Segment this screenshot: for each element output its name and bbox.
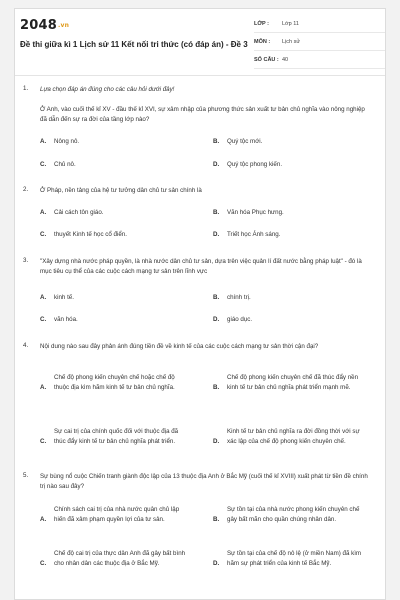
option-letter: B. bbox=[213, 516, 220, 523]
meta-row-grade bbox=[254, 15, 385, 33]
exam-header bbox=[15, 9, 385, 76]
meta-value: Lịch sử bbox=[282, 38, 301, 45]
question-stem: "Xây dựng nhà nước pháp quyền, là nhà nước dân chủ tư sản, dựa trên việc quản lí đất nước bằng pháp luật" - đó là mục tiêu cụ thể của các cuộc cách mạng tư sản trên lĩnh vực bbox=[40, 258, 362, 275]
meta-value: 40 bbox=[282, 56, 289, 63]
question-stem: Ở Anh, vào cuối thế kỉ XV - đầu thế kỉ XVI, sự xâm nhập của phương thức sản xuất tư bản chủ nghĩa vào nông nghiệp đã dẫn đến sự ra đời của tầng lớp nào? bbox=[40, 106, 365, 123]
question-stem: Nội dung nào sau đây phản ánh đúng tiền đề về kinh tế của các cuộc cách mạng tư sản thời cận đại? bbox=[40, 343, 319, 350]
option-text: Sự cai trị của chính quốc đối với thuộc địa đã thúc đẩy kinh tế tư bản chủ nghĩa phát triển. bbox=[54, 428, 179, 445]
question-number: 3. bbox=[23, 257, 29, 264]
option-text: Chế độ phong kiến chuyên chế hoặc chế độ thuộc địa kìm hãm kinh tế tư bản chủ nghĩa. bbox=[54, 374, 175, 391]
exam-page bbox=[14, 8, 386, 600]
question-number: 4. bbox=[23, 342, 29, 349]
option-letter: A. bbox=[40, 384, 47, 391]
option-text: Sự tồn tại của chế độ nô lệ (ở miền Nam) đã kìm hãm sự phát triển của kinh tế Bắc Mỹ. bbox=[227, 550, 362, 567]
option-text: Chế độ phong kiến chuyên chế đã thúc đẩy nền kinh tế tư bản chủ nghĩa phát triển mạnh mẽ. bbox=[227, 374, 359, 391]
meta-value: Lớp 11 bbox=[282, 20, 299, 27]
option-text: thuyết Kinh tế học cổ điển. bbox=[54, 231, 127, 238]
option-letter: A. bbox=[40, 209, 47, 216]
option-text: Nông nô. bbox=[54, 138, 80, 145]
option-letter: C. bbox=[40, 316, 47, 323]
meta-key: SỐ CÂU : bbox=[254, 56, 279, 63]
option-letter: B. bbox=[213, 294, 220, 301]
option-text: Kinh tế tư bản chủ nghĩa ra đời đồng thời với sự xác lập của chế độ phong kiến chuyên chế. bbox=[227, 428, 360, 445]
option-letter: D. bbox=[213, 231, 220, 238]
option-letter: A. bbox=[40, 138, 47, 145]
question-stem: Ở Pháp, nền tảng của hệ tư tưởng dân chủ tư sản chính là bbox=[40, 187, 202, 194]
option-text: Chính sách cai trị của nhà nước quân chủ lập hiến đã xâm phạm quyền lợi của tư sản. bbox=[54, 506, 180, 523]
option-letter: D. bbox=[213, 560, 220, 567]
meta-row-subject bbox=[254, 33, 385, 51]
meta-key: MÔN : bbox=[254, 38, 271, 45]
option-text: Sự tồn tại của nhà nước phong kiến chuyên chế gây bất mãn cho quần chúng nhân dân. bbox=[227, 506, 360, 523]
option-letter: B. bbox=[213, 209, 220, 216]
option-text: kinh tế. bbox=[54, 294, 74, 301]
option-letter: C. bbox=[40, 161, 47, 168]
exam-meta bbox=[254, 15, 385, 69]
option-text: văn hóa. bbox=[54, 316, 78, 323]
option-letter: D. bbox=[213, 161, 220, 168]
option-text: Chủ nô. bbox=[54, 161, 76, 168]
option-letter: C. bbox=[40, 438, 47, 445]
option-text: Văn hóa Phục hưng. bbox=[227, 209, 284, 216]
question-number: 2. bbox=[23, 186, 29, 193]
option-text: Quý tộc mới. bbox=[227, 138, 263, 145]
option-text: giáo dục. bbox=[227, 316, 253, 323]
question-number: 5. bbox=[23, 472, 29, 479]
option-letter: C. bbox=[40, 560, 47, 567]
exam-title: Đề thi giữa kì 1 Lịch sử 11 Kết nối tri thức (có đáp án) - Đề 3 bbox=[20, 40, 248, 49]
meta-key: LỚP : bbox=[254, 20, 269, 27]
option-letter: D. bbox=[213, 438, 220, 445]
option-text: Triết học Ánh sáng. bbox=[227, 231, 281, 238]
option-letter: B. bbox=[213, 384, 220, 391]
question-intro: Lựa chọn đáp án đúng cho các câu hỏi dưới đây! bbox=[40, 86, 175, 93]
site-logo[interactable] bbox=[20, 18, 69, 33]
option-letter: C. bbox=[40, 231, 47, 238]
option-text: Chế độ cai trị của thực dân Anh đã gây bất bình cho nhân dân các thuộc địa ở Bắc Mỹ. bbox=[54, 550, 186, 567]
option-text: Cải cách tôn giáo. bbox=[54, 209, 104, 216]
meta-row-count bbox=[254, 51, 385, 69]
logo-domain: .vn bbox=[57, 22, 70, 29]
option-text: chính trị. bbox=[227, 294, 251, 301]
logo-text: 2048 bbox=[20, 18, 57, 33]
question-stem: Sự bùng nổ cuộc Chiến tranh giành độc lập của 13 thuộc địa Anh ở Bắc Mỹ (cuối thế kỉ XVIII) xuất phát từ tiền đề chính trị nào sau đây? bbox=[40, 473, 368, 490]
option-letter: A. bbox=[40, 294, 47, 301]
option-letter: B. bbox=[213, 138, 220, 145]
option-letter: D. bbox=[213, 316, 220, 323]
question-number: 1. bbox=[23, 85, 29, 92]
option-letter: A. bbox=[40, 516, 47, 523]
option-text: Quý tộc phong kiến. bbox=[227, 161, 283, 168]
